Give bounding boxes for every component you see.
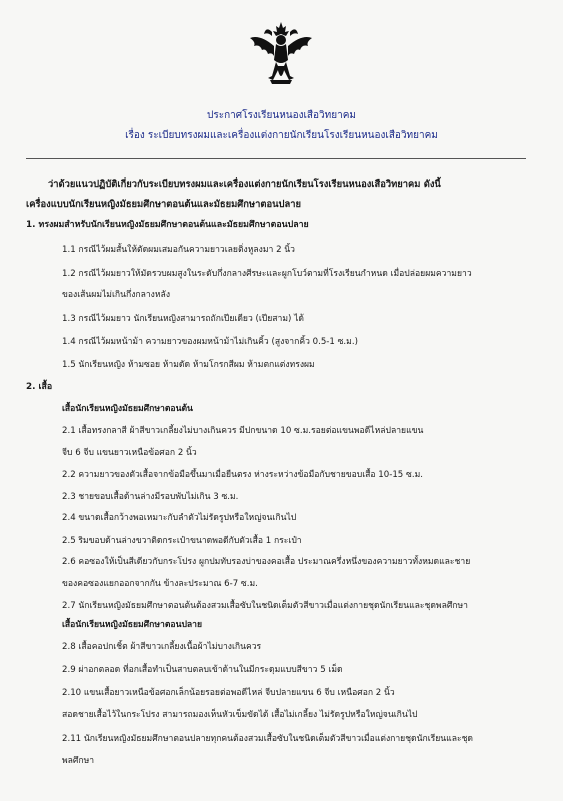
- list-item: 2.2 ความยาวของตัวเสื้อจากข้อมือขึ้นมาเมื่อยืนตรง ห่างระหว่างข้อมือกับชายขอบเสื้อ 10-15 ซ.ม.: [62, 470, 423, 480]
- announcement-subject: เรื่อง ระเบียบทรงผมและเครื่องแต่งกายนักเรียนโรงเรียนหนองเสือวิทยาคม: [125, 130, 438, 141]
- list-item: 2.4 ขนาดเสื้อกว้างพอเหมาะกับลำตัวไม่รัดรูปหรือใหญ่จนเกินไป: [62, 513, 297, 523]
- list-item: 2.9 ผ่าอกตลอด ที่อกเสื้อทำเป็นสาบตลบเข้าด้านในมีกระดุมแบบสีขาว 5 เม็ด: [62, 665, 343, 675]
- list-item: จีบ 6 จีบ แขนยาวเหนือข้อศอก 2 นิ้ว: [62, 448, 197, 458]
- list-item: 1.2 กรณีไว้ผมยาวให้มัดรวบผมสูงในระดับกึ่งกลางศีรษะและผูกโบว์ตามที่โรงเรียนกำหนด เมื่อปล่อยผมความยาว: [62, 269, 472, 279]
- list-item: 1.1 กรณีไว้ผมสั้นให้ตัดผมเสมอกันความยาวเลยติ่งหูลงมา 2 นิ้ว: [62, 245, 295, 255]
- intro-line-1: ว่าด้วยแนวปฏิบัติเกี่ยวกับระเบียบทรงผมและเครื่องแต่งกายนักเรียนโรงเรียนหนองเสือวิทยาคม ดังนี้: [48, 179, 441, 190]
- list-item: 2.6 คอซองให้เป็นสีเดียวกับกระโปรง ผูกปมทับรองบ่าของคอเสื้อ ประมาณครึ่งหนึ่งของความยาวทั้งหมดและชาย: [62, 557, 471, 567]
- list-item: สอดชายเสื้อไว้ในกระโปรง สามารถมองเห็นหัวเข็มขัดได้ เสื้อไม่เกลี้ยง ไม่รัดรูปหรือใหญ่จนเกินไป: [62, 710, 418, 720]
- list-item: พลศึกษา: [62, 756, 95, 766]
- section-1-heading: 1. ทรงผมสำหรับนักเรียนหญิงมัธยมศึกษาตอนต้นและมัธยมศึกษาตอนปลาย: [26, 220, 309, 230]
- list-item: 2.3 ชายขอบเสื้อด้านล่างมีรอบพับไม่เกิน 3 ซ.ม.: [62, 492, 239, 502]
- list-item: 2.8 เสื้อคอปกเชิ้ต ผ้าสีขาวเกลี้ยงเนื้อผ้าไม่บางเกินควร: [62, 642, 262, 652]
- garuda-emblem-icon: [246, 20, 316, 90]
- list-item: 1.4 กรณีไว้ผมหน้าม้า ความยาวของผมหน้าม้าไม่เกินคิ้ว (สูงจากคิ้ว 0.5-1 ซ.ม.): [62, 337, 358, 347]
- subsection-heading-upper-secondary: เสื้อนักเรียนหญิงมัธยมศึกษาตอนปลาย: [62, 620, 203, 630]
- list-item: 2.7 นักเรียนหญิงมัธยมศึกษาตอนต้นต้องสวมเสื้อซับในชนิดเต็มตัวสีขาวเมื่อแต่งกายชุดนักเรียนและชุดพลศึกษา: [62, 601, 468, 611]
- list-item: 1.5 นักเรียนหญิง ห้ามซอย ห้ามดัด ห้ามโกรกสีผม ห้ามตกแต่งทรงผม: [62, 360, 315, 370]
- list-item: 2.1 เสื้อทรงกลาสี ผ้าสีขาวเกลี้ยงไม่บางเกินควร มีปกขนาด 10 ซ.ม.รอยต่อแขนพอดีไหล่ปลายแขน: [62, 426, 424, 436]
- section-2-heading: 2. เสื้อ: [26, 382, 53, 392]
- list-item: 1.3 กรณีไว้ผมยาว นักเรียนหญิงสามารถถักเปียเดียว (เปียสาม) ได้: [62, 314, 305, 324]
- intro-line-2: เครื่องแบบนักเรียนหญิงมัธยมศึกษาตอนต้นและมัธยมศึกษาตอนปลาย: [26, 199, 301, 210]
- list-item: 2.11 นักเรียนหญิงมัธยมศึกษาตอนปลายทุกคนต้องสวมเสื้อซับในชนิดเต็มตัวสีขาวเมื่อแต่งกายชุดนักเรียนและชุด: [62, 734, 473, 744]
- list-item: 2.10 แขนเสื้อยาวเหนือข้อศอกเล็กน้อยรอยต่อพอดีไหล่ จีบปลายแขน 6 จีบ เหนือศอก 2 นิ้ว: [62, 688, 395, 698]
- subsection-heading-lower-secondary: เสื้อนักเรียนหญิงมัธยมศึกษาตอนต้น: [62, 404, 193, 414]
- list-item: ของเส้นผมไม่เกินกึ่งกลางหลัง: [62, 290, 171, 300]
- header-divider: [26, 158, 526, 159]
- list-item: 2.5 ริมขอบด้านล่างขวาติดกระเป๋าขนาดพอดีกับตัวเสื้อ 1 กระเป๋า: [62, 536, 302, 546]
- list-item: ของคอซองแยกออกจากกัน ข้างละประมาณ 6-7 ซ.ม.: [62, 579, 258, 589]
- announcement-title: ประกาศโรงเรียนหนองเสือวิทยาคม: [206, 110, 357, 121]
